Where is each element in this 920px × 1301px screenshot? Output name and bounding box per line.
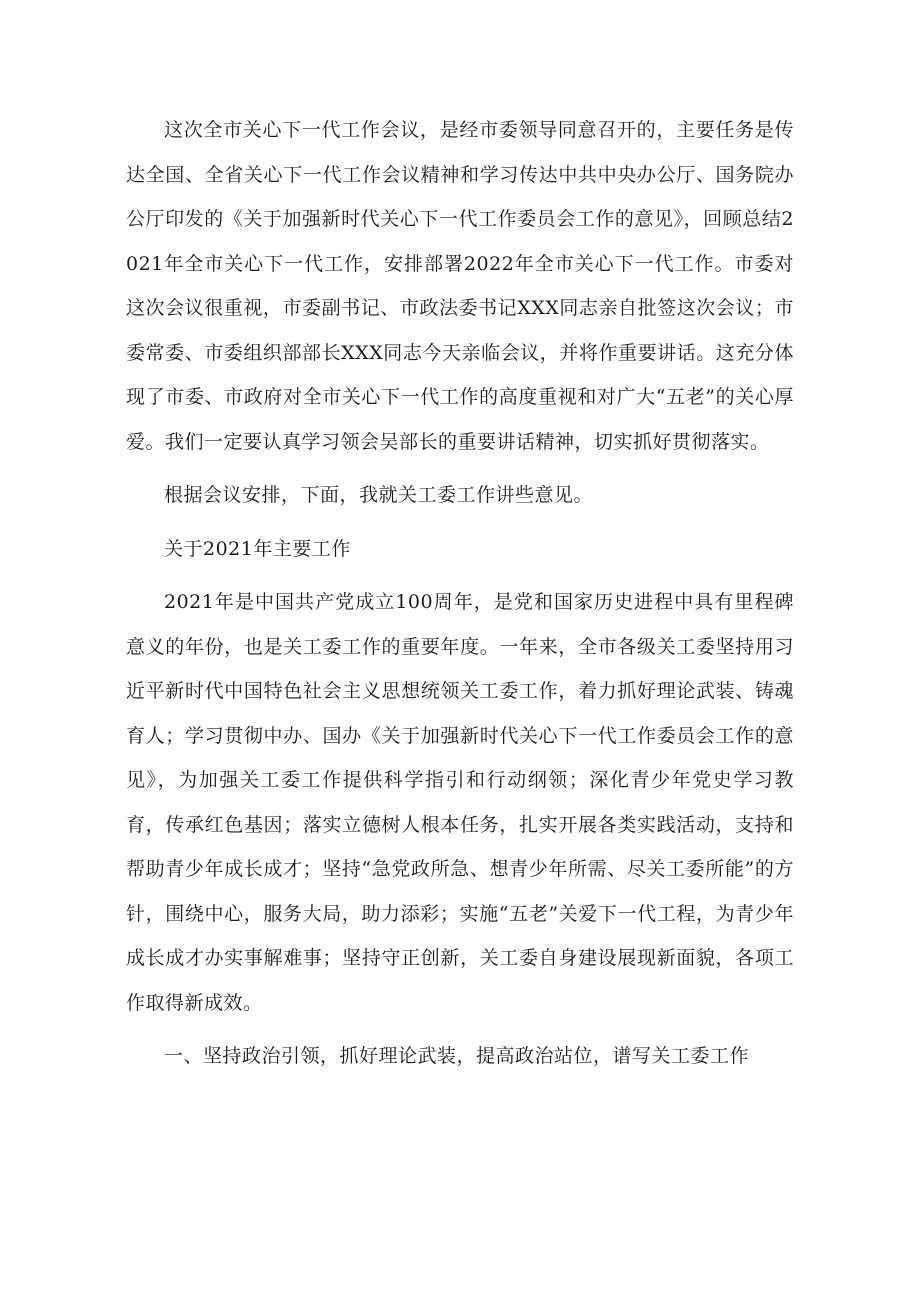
section-heading-political-leadership: 一、坚持政治引领，抓好理论武装，提高政治站位，谱写关工委工作 [164,1045,750,1067]
paragraph-arrangement: 根据会议安排，下面，我就关工委工作讲些意见。 [164,484,594,506]
paragraph-2021-review: 2021年是中国共产党成立100周年，是党和国家历史进程中具有里程碑意义的年份，也是关工委工作的重要年度。一年来，全市各级关工委坚持用习近平新时代中国特色社会主义思想统领关工委工作，着力抓好理论武装、铸魂育人；学习贯彻中办、国办《关于加强新时代关心下一代工作委员会工作的意见》，为加强关工委工作提供科学指引和行动纲领；深化青少年党史学习教育，传承红色基因；落实立德树人根本任务，扎实开展各类实践活动，支持和帮助青少年成长成才；坚持“急党政所急、想青少年所需、尽关工委所能”的方针，围绕中心，服务大局，助力添彩；实施“五老”关爱下一代工程，为青少年成长成才办实事解难事；坚持守正创新，关工委自身建设展现新面貌，各项工作取得新成效。 [126,591,794,1014]
section-heading-2021-work: 关于2021年主要工作 [164,537,351,560]
document-body [126,108,794,1088]
paragraph-meeting-intro: 这次全市关心下一代工作会议，是经市委领导同意召开的，主要任务是传达全国、全省关心下一代工作会议精神和学习传达中共中央办公厅、国务院办公厅印发的《关于加强新时代关心下一代工作委员会工作的意见》，回顾总结2021年全市关心下一代工作，安排部署2022年全市关心下一代工作。市委对这次会议很重视，市委副书记、市政法委书记XXX同志亲自批签这次会议；市委常委、市委组织部部长XXX同志今天亲临会议，并将作重要讲话。这充分体现了市委、市政府对全市关心下一代工作的高度重视和对广大“五老”的关心厚爱。我们一定要认真学习领会吴部长的重要讲话精神，切实抓好贯彻落实。 [126,119,794,453]
